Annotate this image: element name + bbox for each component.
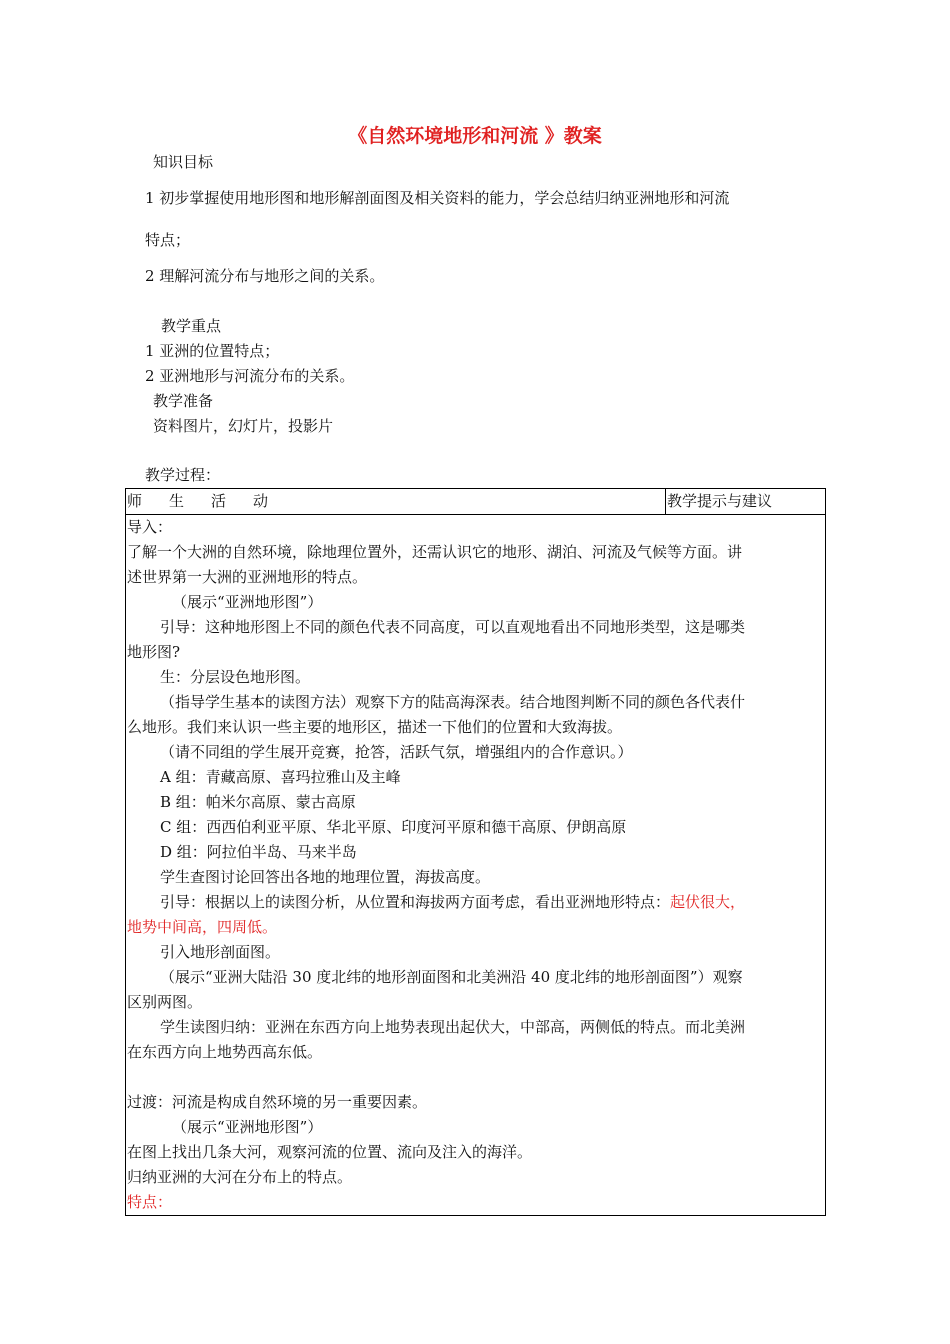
knowledge-goal-heading: 知识目标 <box>153 153 214 171</box>
process-line: 地形图? <box>127 643 181 661</box>
process-table <box>125 488 826 1216</box>
header-char: 活 <box>211 492 227 510</box>
highlight-text: 起伏很大， <box>670 893 746 911</box>
process-heading: 教学过程： <box>145 466 221 484</box>
process-line: 生：分层设色地形图。 <box>160 668 311 686</box>
process-line: 引导：这种地形图上不同的颜色代表不同高度，可以直观地看出不同地形类型，这是哪类 <box>160 618 746 636</box>
process-line: 了解一个大洲的自然环境，除地理位置外，还需认识它的地形、湖泊、河流及气候等方面。讲 <box>127 543 743 561</box>
process-line: （展示“亚洲地形图”） <box>172 1118 323 1136</box>
highlight-line: 特点： <box>127 1193 173 1211</box>
preparation-content: 资料图片，幻灯片，投影片 <box>153 417 334 435</box>
table-header-row <box>126 489 826 515</box>
header-tips: 教学提示与建议 <box>666 489 826 515</box>
key-points-heading: 教学重点 <box>161 317 222 335</box>
process-line: 述世界第一大洲的亚洲地形的特点。 <box>127 568 368 586</box>
process-line: 区别两图。 <box>127 993 203 1011</box>
process-line: 导入： <box>127 518 173 536</box>
key-point-item-1: 1 亚洲的位置特点； <box>145 342 280 360</box>
header-char: 动 <box>253 492 269 510</box>
spacer-line <box>127 1065 824 1090</box>
process-line: 在东西方向上地势西高东低。 <box>127 1043 323 1061</box>
process-line: 么地形。我们来认识一些主要的地形区，描述一下他们的位置和大致海拔。 <box>127 718 623 736</box>
highlight-line: 地势中间高，四周低。 <box>127 918 278 936</box>
process-text: 引导：根据以上的读图分析，从位置和海拔两方面考虑，看出亚洲地形特点： <box>160 893 671 911</box>
preparation-heading: 教学准备 <box>153 392 214 410</box>
process-line: 过渡：河流是构成自然环境的另一重要因素。 <box>127 1093 428 1111</box>
knowledge-goal-item-1-cont: 特点； <box>145 231 191 249</box>
process-line: 学生查图讨论回答出各地的地理位置，海拔高度。 <box>160 868 491 886</box>
process-line: （请不同组的学生展开竞赛，抢答，活跃气氛，增强组内的合作意识。） <box>160 743 633 761</box>
table-body-row <box>126 515 826 1216</box>
knowledge-goal-item-2: 2 理解河流分布与地形之间的关系。 <box>145 267 385 285</box>
header-char: 师 <box>127 492 143 510</box>
process-line: C 组：西西伯利亚平原、华北平原、印度河平原和德干高原、伊朗高原 <box>160 818 627 836</box>
process-line <box>127 890 824 915</box>
process-line: （指导学生基本的读图方法）观察下方的陆高海深表。结合地图判断不同的颜色各代表什 <box>160 693 746 711</box>
process-line: （展示“亚洲大陆沿 30 度北纬的地形剖面图和北美洲沿 40 度北纬的地形剖面图”）观察 <box>160 968 743 986</box>
process-line: D 组：阿拉伯半岛、马来半岛 <box>160 843 357 861</box>
page-title: 《自然环境地形和河流 》教案 <box>348 125 602 147</box>
process-line: 归纳亚洲的大河在分布上的特点。 <box>127 1168 353 1186</box>
process-line: A 组：青藏高原、喜玛拉雅山及主峰 <box>160 768 401 786</box>
process-line: 引入地形剖面图。 <box>160 943 281 961</box>
header-char: 生 <box>169 492 185 510</box>
process-body <box>126 515 826 1216</box>
process-line: B 组：帕米尔高原、蒙古高原 <box>160 793 356 811</box>
process-line: 在图上找出几条大河，观察河流的位置、流向及注入的海洋。 <box>127 1143 533 1161</box>
key-point-item-2: 2 亚洲地形与河流分布的关系。 <box>145 367 355 385</box>
process-line: （展示“亚洲地形图”） <box>172 593 323 611</box>
knowledge-goal-item-1: 1 初步掌握使用地形图和地形解剖面图及相关资料的能力，学会总结归纳亚洲地形和河流 <box>145 189 730 207</box>
process-line: 学生读图归纳：亚洲在东西方向上地势表现出起伏大，中部高，两侧低的特点。而北美洲 <box>160 1018 746 1036</box>
header-activities <box>126 489 666 515</box>
